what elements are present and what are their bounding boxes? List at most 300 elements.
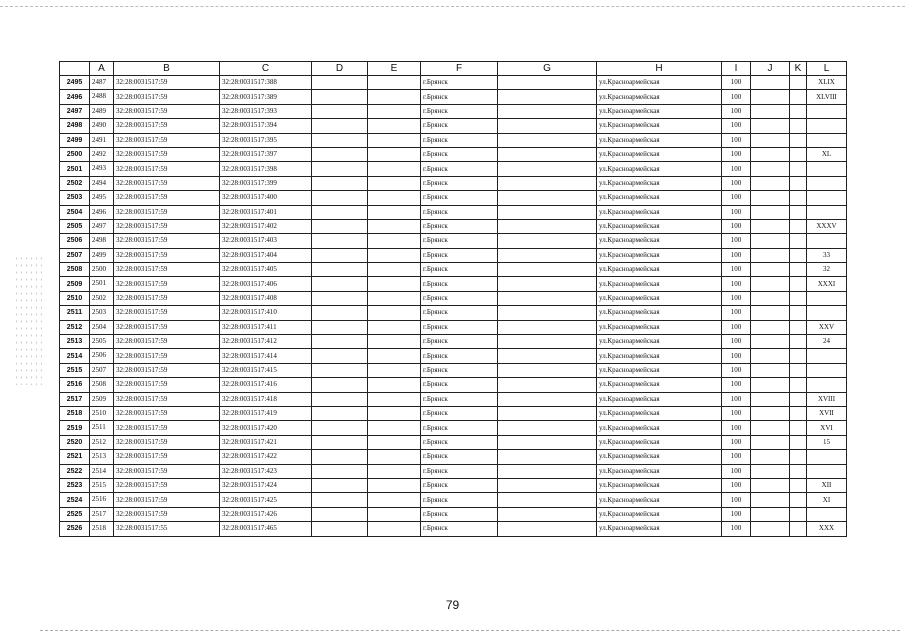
row-number: 2515 xyxy=(60,363,90,377)
cell-g xyxy=(498,205,597,219)
cell-a: 2518 xyxy=(90,522,114,536)
cell-g xyxy=(498,133,597,147)
cell-k xyxy=(790,435,807,449)
cell-j xyxy=(751,205,790,219)
cell-c: 32:28:0031517:394 xyxy=(220,119,312,133)
cell-h: ул.Красноармейская xyxy=(597,522,722,536)
cell-l xyxy=(807,119,847,133)
cell-a: 2496 xyxy=(90,205,114,219)
row-number: 2510 xyxy=(60,291,90,305)
table-row xyxy=(60,291,847,305)
cell-l xyxy=(807,234,847,248)
cell-i: 100 xyxy=(722,435,751,449)
cell-f: г.Брянск xyxy=(421,219,498,233)
cell-i: 100 xyxy=(722,133,751,147)
cell-d xyxy=(312,392,368,406)
cell-a: 2506 xyxy=(90,349,114,363)
cell-h: ул.Красноармейская xyxy=(597,248,722,262)
cell-b: 32:28:0031517:59 xyxy=(114,435,220,449)
table-row xyxy=(60,263,847,277)
cell-g xyxy=(498,464,597,478)
table-row xyxy=(60,522,847,536)
cell-e xyxy=(368,277,421,291)
cell-h: ул.Красноармейская xyxy=(597,76,722,90)
cell-c: 32:28:0031517:400 xyxy=(220,191,312,205)
row-number: 2508 xyxy=(60,263,90,277)
cell-l xyxy=(807,507,847,521)
cell-j xyxy=(751,349,790,363)
cell-b: 32:28:0031517:59 xyxy=(114,277,220,291)
cell-l: XL xyxy=(807,147,847,161)
column-header-f: F xyxy=(421,62,498,76)
column-header-g: G xyxy=(498,62,597,76)
cell-h: ул.Красноармейская xyxy=(597,263,722,277)
cell-b: 32:28:0031517:59 xyxy=(114,406,220,420)
cell-d xyxy=(312,464,368,478)
cell-c: 32:28:0031517:388 xyxy=(220,76,312,90)
cell-g xyxy=(498,320,597,334)
cell-c: 32:28:0031517:401 xyxy=(220,205,312,219)
cell-a: 2501 xyxy=(90,277,114,291)
cell-k xyxy=(790,162,807,176)
cell-j xyxy=(751,507,790,521)
table-row xyxy=(60,90,847,104)
cell-e xyxy=(368,191,421,205)
scan-noise xyxy=(14,255,42,385)
row-number: 2513 xyxy=(60,335,90,349)
cell-f: г.Брянск xyxy=(421,363,498,377)
cell-j xyxy=(751,320,790,334)
cell-l: 15 xyxy=(807,435,847,449)
table-row xyxy=(60,248,847,262)
cell-j xyxy=(751,291,790,305)
cell-h: ул.Красноармейская xyxy=(597,104,722,118)
column-header-a: A xyxy=(90,62,114,76)
cell-d xyxy=(312,349,368,363)
cell-h: ул.Красноармейская xyxy=(597,435,722,449)
cell-a: 2491 xyxy=(90,133,114,147)
cell-l: XII xyxy=(807,478,847,492)
cell-b: 32:28:0031517:59 xyxy=(114,464,220,478)
cell-j xyxy=(751,478,790,492)
cell-b: 32:28:0031517:59 xyxy=(114,248,220,262)
cell-b: 32:28:0031517:59 xyxy=(114,234,220,248)
cell-a: 2487 xyxy=(90,76,114,90)
cell-k xyxy=(790,478,807,492)
table-row xyxy=(60,133,847,147)
cell-j xyxy=(751,392,790,406)
cell-g xyxy=(498,147,597,161)
cell-d xyxy=(312,176,368,190)
cell-j xyxy=(751,435,790,449)
cell-h: ул.Красноармейская xyxy=(597,90,722,104)
cell-c: 32:28:0031517:397 xyxy=(220,147,312,161)
cell-k xyxy=(790,277,807,291)
cell-l: XVIII xyxy=(807,392,847,406)
cell-h: ул.Красноармейская xyxy=(597,478,722,492)
row-number: 2502 xyxy=(60,176,90,190)
cell-h: ул.Красноармейская xyxy=(597,335,722,349)
cell-l: XVII xyxy=(807,406,847,420)
column-header-l: L xyxy=(807,62,847,76)
cell-a: 2515 xyxy=(90,478,114,492)
cell-b: 32:28:0031517:59 xyxy=(114,76,220,90)
cell-k xyxy=(790,176,807,190)
cell-d xyxy=(312,76,368,90)
table-row xyxy=(60,507,847,521)
cell-k xyxy=(790,219,807,233)
cell-a: 2508 xyxy=(90,378,114,392)
row-number: 2497 xyxy=(60,104,90,118)
cell-b: 32:28:0031517:59 xyxy=(114,104,220,118)
table-row xyxy=(60,219,847,233)
cell-l xyxy=(807,378,847,392)
cell-b: 32:28:0031517:59 xyxy=(114,450,220,464)
cell-f: г.Брянск xyxy=(421,522,498,536)
row-number: 2506 xyxy=(60,234,90,248)
table-row xyxy=(60,147,847,161)
cell-f: г.Брянск xyxy=(421,335,498,349)
cell-f: г.Брянск xyxy=(421,421,498,435)
cell-d xyxy=(312,147,368,161)
cell-e xyxy=(368,90,421,104)
cell-d xyxy=(312,421,368,435)
cell-h: ул.Красноармейская xyxy=(597,406,722,420)
cell-k xyxy=(790,392,807,406)
cell-b: 32:28:0031517:59 xyxy=(114,219,220,233)
cell-g xyxy=(498,291,597,305)
table-row xyxy=(60,363,847,377)
cell-g xyxy=(498,119,597,133)
cell-i: 100 xyxy=(722,104,751,118)
cell-c: 32:28:0031517:406 xyxy=(220,277,312,291)
cell-j xyxy=(751,378,790,392)
row-number: 2495 xyxy=(60,76,90,90)
cell-e xyxy=(368,162,421,176)
cell-k xyxy=(790,421,807,435)
cell-k xyxy=(790,191,807,205)
cell-c: 32:28:0031517:398 xyxy=(220,162,312,176)
cell-d xyxy=(312,234,368,248)
row-number: 2507 xyxy=(60,248,90,262)
cell-b: 32:28:0031517:59 xyxy=(114,378,220,392)
row-number: 2499 xyxy=(60,133,90,147)
cell-j xyxy=(751,176,790,190)
table-row xyxy=(60,493,847,507)
cell-h: ул.Красноармейская xyxy=(597,162,722,176)
cell-l xyxy=(807,162,847,176)
cell-d xyxy=(312,205,368,219)
cell-k xyxy=(790,76,807,90)
table-row xyxy=(60,104,847,118)
cell-i: 100 xyxy=(722,234,751,248)
row-number: 2523 xyxy=(60,478,90,492)
cell-k xyxy=(790,306,807,320)
cell-d xyxy=(312,133,368,147)
cell-j xyxy=(751,263,790,277)
cell-a: 2503 xyxy=(90,306,114,320)
cell-b: 32:28:0031517:59 xyxy=(114,306,220,320)
cell-i: 100 xyxy=(722,205,751,219)
cell-h: ул.Красноармейская xyxy=(597,421,722,435)
cell-k xyxy=(790,406,807,420)
column-header-d: D xyxy=(312,62,368,76)
cell-b: 32:28:0031517:59 xyxy=(114,507,220,521)
cell-c: 32:28:0031517:426 xyxy=(220,507,312,521)
cell-a: 2517 xyxy=(90,507,114,521)
cell-f: г.Брянск xyxy=(421,507,498,521)
row-number: 2516 xyxy=(60,378,90,392)
cell-h: ул.Красноармейская xyxy=(597,191,722,205)
cell-h: ул.Красноармейская xyxy=(597,147,722,161)
page-number: 79 xyxy=(445,598,460,612)
column-header-j: J xyxy=(751,62,790,76)
cell-k xyxy=(790,363,807,377)
cell-f: г.Брянск xyxy=(421,90,498,104)
cell-k xyxy=(790,291,807,305)
cell-h: ул.Красноармейская xyxy=(597,291,722,305)
cell-f: г.Брянск xyxy=(421,277,498,291)
cell-j xyxy=(751,119,790,133)
cell-b: 32:28:0031517:59 xyxy=(114,191,220,205)
cell-e xyxy=(368,493,421,507)
cell-f: г.Брянск xyxy=(421,147,498,161)
cell-g xyxy=(498,277,597,291)
row-number: 2509 xyxy=(60,277,90,291)
cell-g xyxy=(498,219,597,233)
cell-j xyxy=(751,421,790,435)
cell-i: 100 xyxy=(722,363,751,377)
cell-g xyxy=(498,176,597,190)
cell-e xyxy=(368,450,421,464)
cell-f: г.Брянск xyxy=(421,450,498,464)
cell-a: 2489 xyxy=(90,104,114,118)
cell-g xyxy=(498,349,597,363)
cell-j xyxy=(751,277,790,291)
cell-g xyxy=(498,522,597,536)
cell-l xyxy=(807,464,847,478)
cell-c: 32:28:0031517:421 xyxy=(220,435,312,449)
table-row xyxy=(60,406,847,420)
cell-f: г.Брянск xyxy=(421,133,498,147)
cell-c: 32:28:0031517:408 xyxy=(220,291,312,305)
cell-a: 2493 xyxy=(90,162,114,176)
row-number: 2524 xyxy=(60,493,90,507)
cell-g xyxy=(498,392,597,406)
cell-f: г.Брянск xyxy=(421,162,498,176)
cell-d xyxy=(312,435,368,449)
cell-f: г.Брянск xyxy=(421,464,498,478)
cell-b: 32:28:0031517:59 xyxy=(114,90,220,104)
cell-h: ул.Красноармейская xyxy=(597,277,722,291)
cell-j xyxy=(751,248,790,262)
table-row xyxy=(60,205,847,219)
cell-a: 2502 xyxy=(90,291,114,305)
cell-c: 32:28:0031517:415 xyxy=(220,363,312,377)
cell-h: ул.Красноармейская xyxy=(597,349,722,363)
cell-l: 33 xyxy=(807,248,847,262)
cell-h: ул.Красноармейская xyxy=(597,306,722,320)
cell-d xyxy=(312,219,368,233)
cell-a: 2505 xyxy=(90,335,114,349)
cell-b: 32:28:0031517:59 xyxy=(114,119,220,133)
cell-a: 2514 xyxy=(90,464,114,478)
row-number: 2505 xyxy=(60,219,90,233)
cell-e xyxy=(368,363,421,377)
cell-f: г.Брянск xyxy=(421,406,498,420)
cell-g xyxy=(498,104,597,118)
cell-f: г.Брянск xyxy=(421,306,498,320)
cell-e xyxy=(368,378,421,392)
cell-e xyxy=(368,478,421,492)
cell-h: ул.Красноармейская xyxy=(597,119,722,133)
cell-e xyxy=(368,133,421,147)
cell-i: 100 xyxy=(722,291,751,305)
cell-c: 32:28:0031517:423 xyxy=(220,464,312,478)
cell-f: г.Брянск xyxy=(421,435,498,449)
cell-f: г.Брянск xyxy=(421,248,498,262)
cell-k xyxy=(790,133,807,147)
cell-k xyxy=(790,507,807,521)
cell-e xyxy=(368,219,421,233)
cell-c: 32:28:0031517:399 xyxy=(220,176,312,190)
cell-e xyxy=(368,76,421,90)
table-row xyxy=(60,306,847,320)
cell-l: XLVIII xyxy=(807,90,847,104)
cell-a: 2495 xyxy=(90,191,114,205)
cell-f: г.Брянск xyxy=(421,378,498,392)
cell-d xyxy=(312,162,368,176)
cell-g xyxy=(498,191,597,205)
cell-l xyxy=(807,450,847,464)
cell-i: 100 xyxy=(722,392,751,406)
table-row xyxy=(60,478,847,492)
cell-i: 100 xyxy=(722,162,751,176)
cell-e xyxy=(368,147,421,161)
cell-j xyxy=(751,90,790,104)
cell-c: 32:28:0031517:403 xyxy=(220,234,312,248)
cell-b: 32:28:0031517:55 xyxy=(114,522,220,536)
cell-c: 32:28:0031517:422 xyxy=(220,450,312,464)
cell-d xyxy=(312,493,368,507)
cell-i: 100 xyxy=(722,306,751,320)
cell-j xyxy=(751,104,790,118)
cell-i: 100 xyxy=(722,464,751,478)
scan-top-edge xyxy=(0,6,905,7)
cell-b: 32:28:0031517:59 xyxy=(114,291,220,305)
cell-g xyxy=(498,90,597,104)
cell-f: г.Брянск xyxy=(421,291,498,305)
cell-k xyxy=(790,205,807,219)
cell-k xyxy=(790,263,807,277)
table-row xyxy=(60,392,847,406)
cell-e xyxy=(368,435,421,449)
cell-a: 2498 xyxy=(90,234,114,248)
cell-i: 100 xyxy=(722,90,751,104)
cell-d xyxy=(312,263,368,277)
cell-e xyxy=(368,104,421,118)
cell-a: 2492 xyxy=(90,147,114,161)
cell-k xyxy=(790,104,807,118)
cell-c: 32:28:0031517:405 xyxy=(220,263,312,277)
cell-g xyxy=(498,306,597,320)
cell-g xyxy=(498,76,597,90)
cell-i: 100 xyxy=(722,335,751,349)
cell-a: 2488 xyxy=(90,90,114,104)
table-row xyxy=(60,378,847,392)
cell-a: 2494 xyxy=(90,176,114,190)
cell-l: 24 xyxy=(807,335,847,349)
cell-d xyxy=(312,320,368,334)
cell-g xyxy=(498,493,597,507)
cell-l: XXV xyxy=(807,320,847,334)
cell-l xyxy=(807,191,847,205)
cell-e xyxy=(368,507,421,521)
cell-k xyxy=(790,248,807,262)
cell-h: ул.Красноармейская xyxy=(597,133,722,147)
cell-k xyxy=(790,320,807,334)
cell-i: 100 xyxy=(722,406,751,420)
column-header-b: B xyxy=(114,62,220,76)
cell-j xyxy=(751,464,790,478)
cell-e xyxy=(368,335,421,349)
cell-l xyxy=(807,306,847,320)
cell-c: 32:28:0031517:419 xyxy=(220,406,312,420)
cell-c: 32:28:0031517:465 xyxy=(220,522,312,536)
cell-e xyxy=(368,263,421,277)
cell-j xyxy=(751,162,790,176)
row-number: 2500 xyxy=(60,147,90,161)
cell-j xyxy=(751,76,790,90)
cell-l xyxy=(807,363,847,377)
cell-g xyxy=(498,263,597,277)
row-number: 2521 xyxy=(60,450,90,464)
cell-f: г.Брянск xyxy=(421,234,498,248)
row-number: 2511 xyxy=(60,306,90,320)
cell-a: 2516 xyxy=(90,493,114,507)
corner-header xyxy=(60,62,90,76)
cell-g xyxy=(498,435,597,449)
cell-e xyxy=(368,234,421,248)
row-number: 2525 xyxy=(60,507,90,521)
cell-d xyxy=(312,363,368,377)
cell-f: г.Брянск xyxy=(421,104,498,118)
cell-i: 100 xyxy=(722,76,751,90)
cell-a: 2507 xyxy=(90,363,114,377)
cell-j xyxy=(751,450,790,464)
row-number: 2512 xyxy=(60,320,90,334)
cell-l: XLIX xyxy=(807,76,847,90)
cell-e xyxy=(368,306,421,320)
row-number: 2526 xyxy=(60,522,90,536)
cell-a: 2513 xyxy=(90,450,114,464)
cell-c: 32:28:0031517:418 xyxy=(220,392,312,406)
cell-c: 32:28:0031517:425 xyxy=(220,493,312,507)
cell-e xyxy=(368,291,421,305)
cell-d xyxy=(312,478,368,492)
cell-g xyxy=(498,507,597,521)
cell-d xyxy=(312,119,368,133)
cell-c: 32:28:0031517:402 xyxy=(220,219,312,233)
row-number: 2520 xyxy=(60,435,90,449)
cell-f: г.Брянск xyxy=(421,349,498,363)
spreadsheet-table xyxy=(59,61,847,537)
cell-e xyxy=(368,320,421,334)
cell-l: XXXI xyxy=(807,277,847,291)
cell-f: г.Брянск xyxy=(421,119,498,133)
row-number: 2498 xyxy=(60,119,90,133)
row-number: 2514 xyxy=(60,349,90,363)
